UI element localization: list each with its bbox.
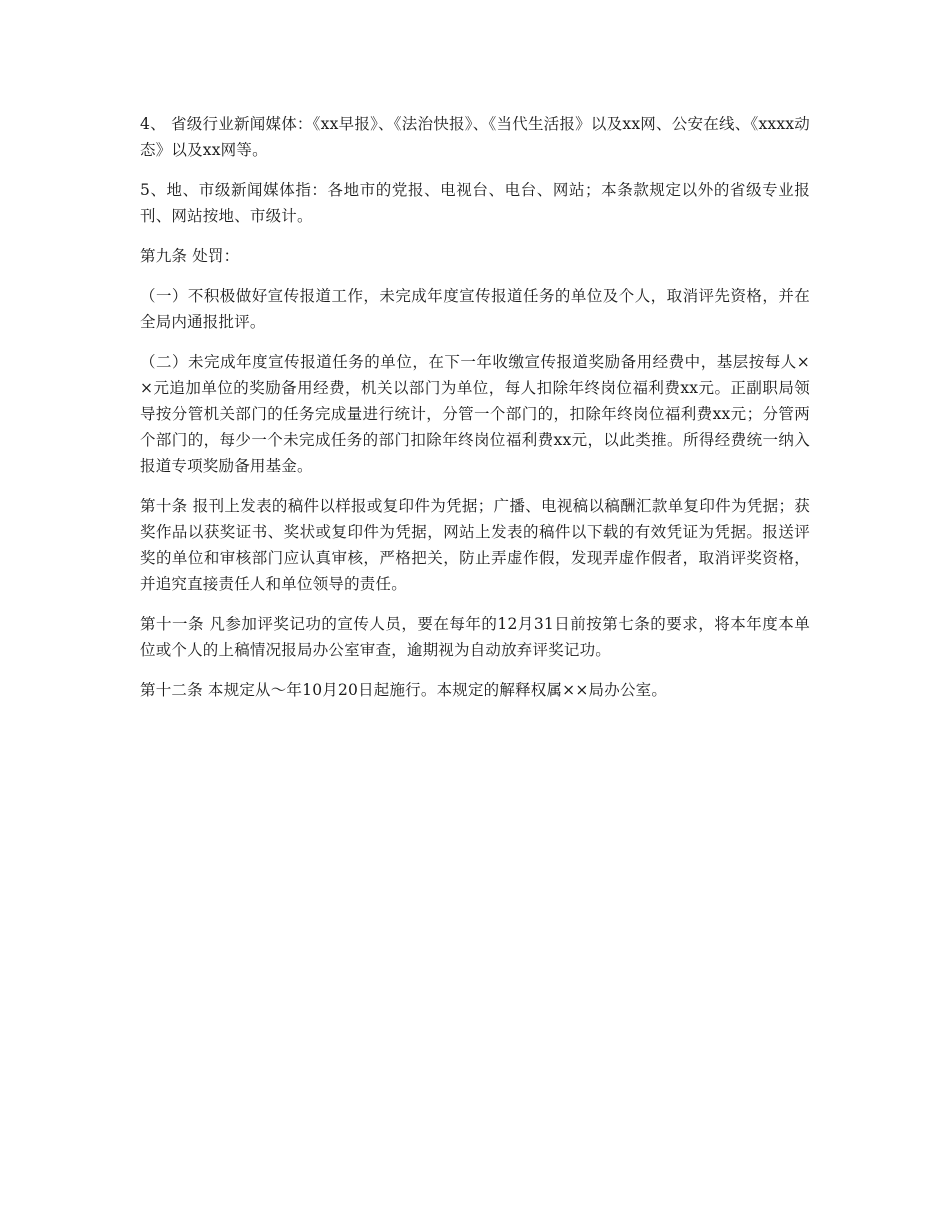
article-9-item-1: （一）不积极做好宣传报道工作，未完成年度宣传报道任务的单位及个人，取消评先资格，并在全局内通报批评。 xyxy=(140,287,810,331)
paragraph-municipal-media: 5、地、市级新闻媒体指：各地市的党报、电视台、电台、网站；本条款规定以外的省级专业报刊、网站按地、市级计。 xyxy=(140,181,810,225)
article-12: 第十二条 本规定从～年10月20日起施行。本规定的解释权属××局办公室。 xyxy=(140,681,668,699)
paragraph-provincial-media: 4、 省级行业新闻媒体：《xx早报》、《法治快报》、《当代生活报》以及xx网、公安在线、《xxxx动态》以及xx网等。 xyxy=(140,115,810,159)
article-9-item-2: （二）未完成年度宣传报道任务的单位，在下一年收缴宣传报道奖励备用经费中，基层按每人××元追加单位的奖励备用经费，机关以部门为单位，每人扣除年终岗位福利费xx元。正副职局领导按分管机关部门的任务完成量进行统计，分管一个部门的，扣除年终岗位福利费xx元；分管两个部门的，每少一个未完成任务的部门扣除年终岗位福利费xx元，以此类推。所得经费统一纳入报道专项奖励备用基金。 xyxy=(140,353,810,475)
document-body xyxy=(140,111,810,717)
article-9-heading: 第九条 处罚： xyxy=(140,247,240,265)
article-11: 第十一条 凡参加评奖记功的宣传人员，要在每年的12月31日前按第七条的要求，将本年度本单位或个人的上稿情况报局办公室审查，逾期视为自动放弃评奖记功。 xyxy=(140,615,810,659)
article-10: 第十条 报刊上发表的稿件以样报或复印件为凭据；广播、电视稿以稿酬汇款单复印件为凭据；获奖作品以获奖证书、奖状或复印件为凭据，网站上发表的稿件以下载的有效凭证为凭据。报送评奖的单位和审核部门应认真审核，严格把关，防止弄虚作假，发现弄虚作假者，取消评奖资格，并追究直接责任人和单位领导的责任。 xyxy=(140,497,810,593)
